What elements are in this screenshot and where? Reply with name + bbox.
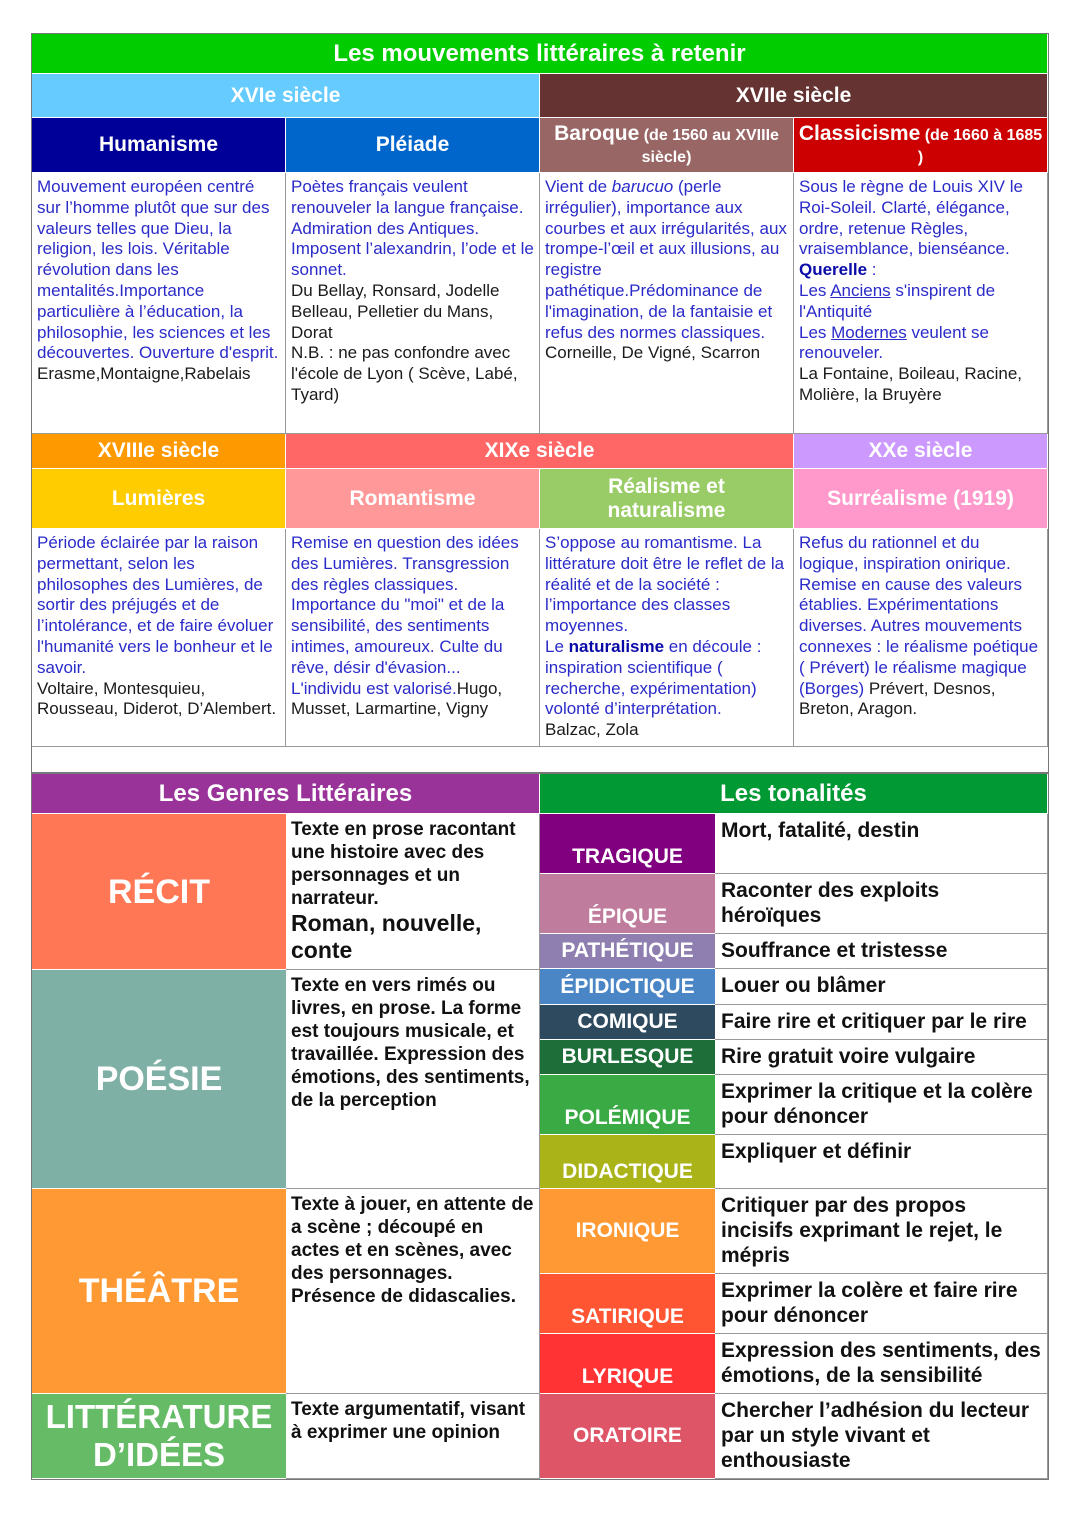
authors: Voltaire, Montesquieu, Rousseau, Diderot, D’Alembert. [37,678,277,719]
querelle-colon: : [867,260,877,280]
tonalite-ironique: IRONIQUE [540,1189,715,1274]
description-humanisme [32,173,286,434]
genre-description: Texte en prose racontant une histoire avec des personnages et un narrateur. [291,819,516,909]
movement-surrealisme: Surréalisme (1919) [794,469,1048,529]
description-text: Mouvement européen centré sur l’homme plutôt que sur des valeurs telles que Dieu, la religion, les lois. Véritable révolution dans les mentalités.Importance particulière à l’éducation, la philosophie, les sciences et les découvertes. Ouverture d'esprit. [37,177,279,363]
modernes-pre: Les [799,322,832,342]
tonalite-comique: COMIQUE [540,1005,715,1040]
tonalite-polemique: POLÉMIQUE [540,1075,715,1135]
tonalite-didactique-desc: Expliquer et définir [715,1135,1048,1189]
etymology-word: barucuo [611,177,674,196]
page-title: Les mouvements littéraires à retenir [32,34,1048,74]
description-romantisme [286,529,540,747]
movement-baroque-note: (de 1560 au XVIIIe siècle) [639,127,779,166]
century-17: XVIIe siècle [540,74,1048,118]
genre-theatre: THÉÂTRE [32,1189,286,1394]
description-baroque [540,173,794,434]
authors: Prévert, Desnos, Breton, Aragon. [799,678,996,719]
tonalite-polemique-desc: Exprimer la critique et la colère pour dénoncer [715,1075,1048,1135]
movement-pleiade: Pléiade [286,118,540,173]
tonalite-oratoire-desc: Chercher l’adhésion du lecteur par un style vivant et enthousiaste [715,1394,1048,1479]
tonalite-pathetique: PATHÉTIQUE [540,934,715,969]
tonalite-ironique-desc: Critiquer par des propos incisifs exprimant le rejet, le mépris [715,1189,1048,1274]
movement-classicisme [794,118,1048,173]
genre-recit: RÉCIT [32,814,286,970]
description-text: Remise en question des idées des Lumières. Transgression des règles classiques. Importance du "moi" et de la sensibilité, des sentiments intimes, amoureux. Culte du rêve, désir d'évasion... L'individu est valorisé. [291,533,519,698]
tonalite-oratoire: ORATOIRE [540,1394,715,1479]
description-text: Sous le règne de Louis XIV le Roi-Soleil. Clarté, élégance, ordre, retenue Règles, vraisemblance, bienséance. [799,177,1023,259]
description-text-2: en découle : inspiration scientifique ( recherche, expérimentation) volonté d’interprétation. [545,636,762,719]
description-realisme [540,529,794,747]
description-lumieres [32,529,286,747]
description-text: S’oppose au romantisme. La littérature doit être le reflet de la réalité et de la société : l’importance des classes moyennes. [545,533,785,636]
authors: La Fontaine, Boileau, Racine, Molière, la Bruyère [799,364,1023,404]
description-text: Période éclairée par la raison permettant, selon les philosophes des Lumières, de sortir des préjugés et de l’intolérance, et de faire évoluer l'humanité vers le bonheur et le savoir. [37,533,274,677]
tonalite-epidictique-desc: Louer ou blâmer [715,969,1048,1005]
movement-classicisme-note: (de 1660 à 1685 ) [917,127,1043,166]
genre-litterature-idees-text [286,1394,540,1479]
genre-theatre-text [286,1189,540,1394]
tonalite-comique-desc: Faire rire et critiquer par le rire [715,1005,1048,1040]
anciens-pre: Les [799,280,831,300]
tonalite-burlesque: BURLESQUE [540,1040,715,1075]
note-text: N.B. : ne pas confondre avec l'école de Lyon ( Scève, Labé, Tyard) [291,343,518,404]
description-text: Poètes français veulent renouveler la langue française. Admiration des Antiques. Imposent l’alexandrin, l’ode et le sonnet. [291,177,534,280]
genre-description: Texte argumentatif, visant à exprimer une opinion [291,1399,526,1443]
authors: Du Bellay, Ronsard, Jodelle Belleau, Pelletier du Mans, Dorat [291,280,500,342]
anciens-label: Anciens [830,280,891,300]
genre-litterature-idees: LITTÉRATURE D’IDÉES [32,1394,286,1479]
naturalisme-label: naturalisme [568,636,665,656]
tonalite-epique-desc: Raconter des exploits héroïques [715,874,1048,934]
genre-recit-text [286,814,540,970]
tonalites-header: Les tonalités [540,774,1048,814]
tonalite-tragique-desc: Mort, fatalité, destin [715,814,1048,874]
movement-baroque-name: Baroque [554,122,640,145]
tonalite-pathetique-desc: Souffrance et tristesse [715,934,1048,969]
authors: Erasme,Montaigne,Rabelais [37,364,251,384]
century-20: XXe siècle [794,434,1048,469]
movement-realisme: Réalisme et naturalisme [540,469,794,529]
century-16: XVIe siècle [32,74,540,118]
genre-description: Texte en vers rimés ou livres, en prose. La forme est toujours musicale, et travaillée. Expression des émotions, des sentiments, de la perception [291,975,530,1111]
modernes-post: veulent se renouveler. [799,322,989,363]
century-18: XVIIIe siècle [32,434,286,469]
description-pleiade [286,173,540,434]
tonalite-satirique-desc: Exprimer la colère et faire rire pour dénoncer [715,1274,1048,1334]
tonalite-satirique: SATIRIQUE [540,1274,715,1334]
tonalite-didactique: DIDACTIQUE [540,1135,715,1189]
tonalite-lyrique: LYRIQUE [540,1334,715,1394]
genre-poesie-text [286,970,540,1189]
tonalite-epidictique: ÉPIDICTIQUE [540,969,715,1005]
querelle-label: Querelle [799,260,868,280]
description-classicisme [794,173,1048,434]
movement-romantisme: Romantisme [286,469,540,529]
description-text: Refus du rationnel et du logique, inspiration onirique. Remise en cause des valeurs établies. Expérimentations diverses. Autres mouvements connexes : le réalisme poétique ( Prévert) le réalisme magique (Borges) [799,533,1039,698]
authors: Balzac, Zola [545,720,639,740]
tonalite-lyrique-desc: Expression des sentiments, des émotions, de la sensibilité [715,1334,1048,1394]
genres-header: Les Genres Littéraires [32,774,540,814]
century-19: XIXe siècle [286,434,794,469]
naturalisme-pre: Le [545,636,569,656]
movement-lumieres: Lumières [32,469,286,529]
movement-classicisme-name: Classicisme [798,122,921,145]
authors: Hugo, Musset, Larmartine, Vigny [291,678,503,719]
description-pre: Vient de [545,177,612,196]
description-surrealisme [794,529,1048,747]
tonalite-tragique: TRAGIQUE [540,814,715,874]
description-text: (perle irrégulier), importance aux courbes et aux irrégularités, aux trompe-l’œil et aux illusions, au registre pathétique.Prédominance de l'imagination, de la fantaisie et refus des normes classiques. [545,177,787,342]
genre-examples: Roman, nouvelle, conte [291,910,482,963]
movement-baroque [540,118,794,173]
anciens-post: s'inspirent de l'Antiquité [799,280,996,321]
genre-poesie: POÉSIE [32,970,286,1189]
modernes-label: Modernes [831,322,907,342]
genre-description: Texte à jouer, en attente de a scène ; découpé en actes et en scènes, avec des personnages. Présence de didascalies. [291,1194,534,1307]
tonalite-burlesque-desc: Rire gratuit voire vulgaire [715,1040,1048,1075]
authors: Corneille, De Vigné, Scarron [545,343,761,363]
movement-humanisme: Humanisme [32,118,286,173]
tonalite-epique: ÉPIQUE [540,874,715,934]
